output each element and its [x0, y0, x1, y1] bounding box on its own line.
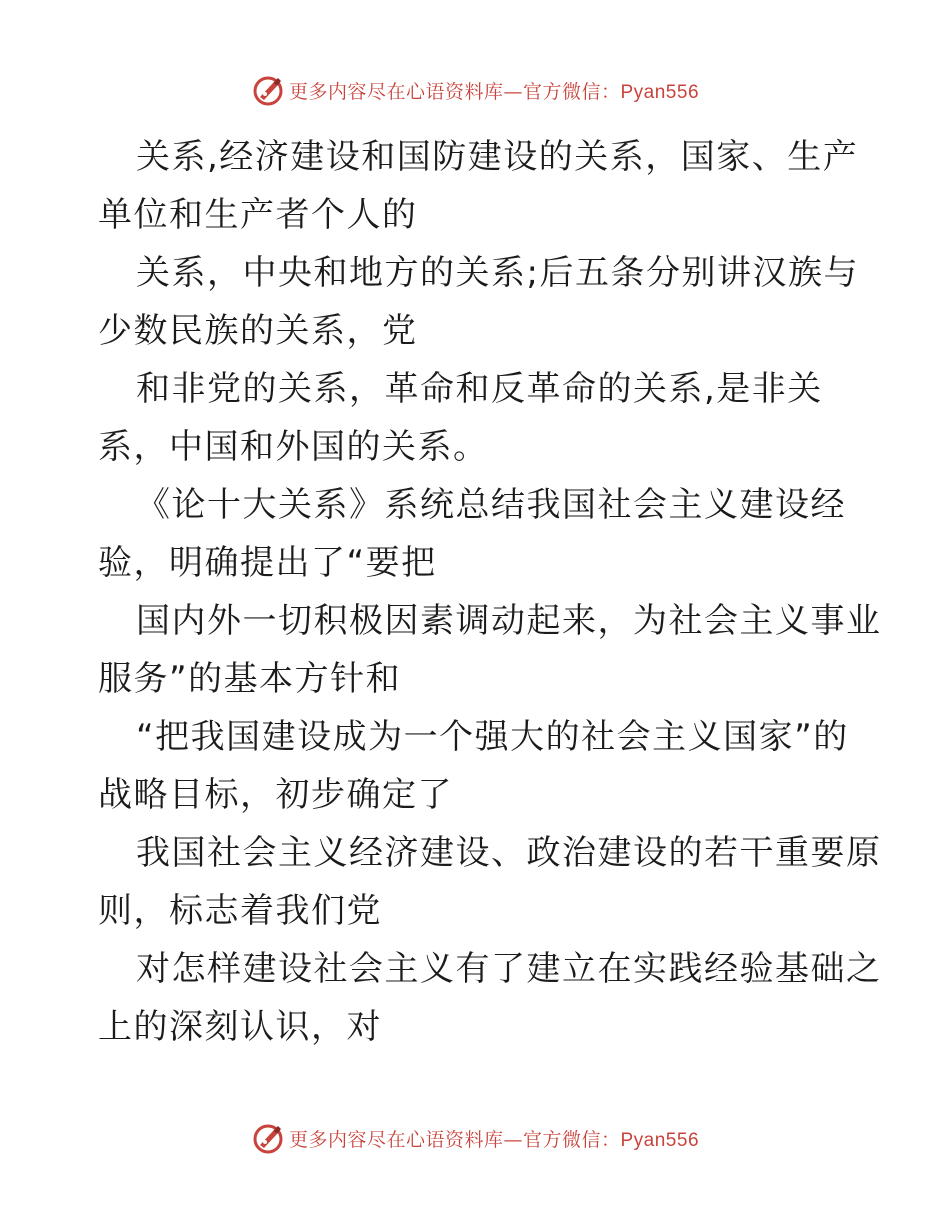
watermark-group — [251, 73, 699, 107]
text-line: 关系,经济建设和国防建设的关系，国家、生产 — [136, 137, 859, 177]
text-line: 战略目标，初步确定了 — [98, 775, 453, 815]
footer-watermark — [0, 1118, 950, 1158]
text-line: 系，中国和外国的关系。 — [98, 427, 489, 467]
text-line: 验，明确提出了“要把 — [98, 543, 437, 583]
watermark-text — [289, 1125, 699, 1152]
watermark-text — [289, 77, 699, 104]
text-line: 《论十大关系》系统总结我国社会主义建设经 — [136, 485, 846, 525]
text-line: 服务”的基本方针和 — [98, 659, 402, 699]
header-watermark — [0, 70, 950, 110]
pen-logo-icon — [251, 73, 285, 107]
text-line: “把我国建设成为一个强大的社会主义国家”的 — [136, 717, 849, 757]
text-line: 上的深刻认识，对 — [98, 1007, 382, 1047]
pen-logo-icon — [251, 1121, 285, 1155]
text-line: 则，标志着我们党 — [98, 891, 382, 931]
text-line: 和非党的关系，革命和反革命的关系,是非关 — [136, 369, 823, 409]
text-line: 关系，中央和地方的关系;后五条分别讲汉族与 — [136, 253, 859, 293]
watermark-label: 更多内容尽在心语资料库—官方微信： — [288, 1128, 621, 1151]
watermark-label: 更多内容尽在心语资料库—官方微信： — [288, 80, 621, 103]
watermark-group — [251, 1121, 699, 1155]
text-line: 我国社会主义经济建设、政治建设的若干重要原 — [136, 833, 882, 873]
watermark-handle: Pyan556 — [620, 1129, 700, 1151]
text-line: 少数民族的关系，党 — [98, 311, 418, 351]
text-line: 单位和生产者个人的 — [98, 195, 418, 235]
text-line: 国内外一切积极因素调动起来，为社会主义事业 — [136, 601, 882, 641]
watermark-handle: Pyan556 — [620, 81, 700, 103]
body-text — [98, 128, 882, 1056]
text-line: 对怎样建设社会主义有了建立在实践经验基础之 — [136, 949, 882, 989]
